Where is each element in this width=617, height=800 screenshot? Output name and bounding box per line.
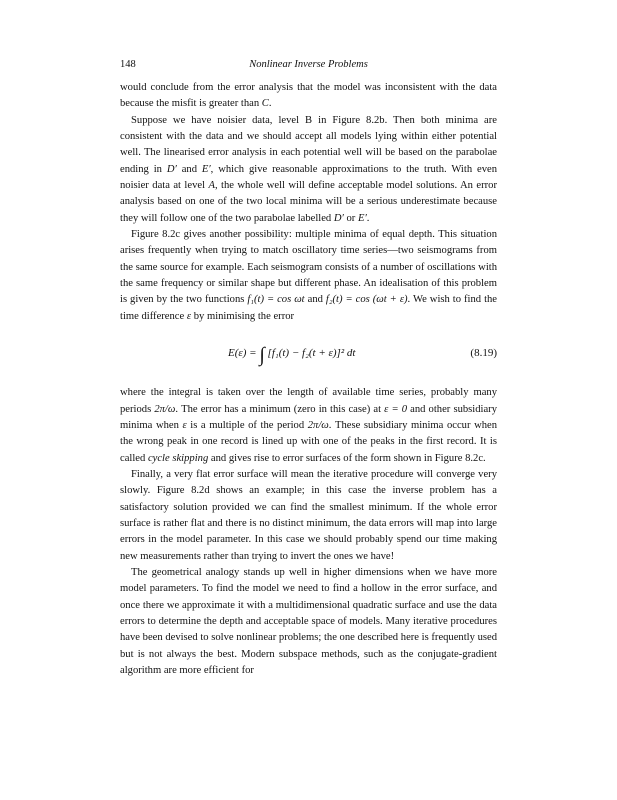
math-expression: f₁(t) = cos ωt [247, 294, 305, 306]
text-run: . These subsidiary minima occur when the wrong peak in one record is lined up with one of the peaks in the first record. It is called [120, 419, 498, 464]
body-text [120, 80, 497, 679]
text-run: where the integral is taken over the length of available time series, probably many periods [120, 387, 497, 415]
running-title: Nonlinear Inverse Problems [249, 59, 368, 70]
text-run: The geometrical analogy stands up well in higher dimensions when we have more model parameters. To find the model we need to find a hollow in the error surface, and once there we approximate it with a multidimensional quadratic surface and use the data errors to determine the depth and acceptable space of models. Many iterative procedures have been devised to solve nonlinear problems; the one described here is frequently used but is not always the best. Modern subspace methods, such as the conjugate-gradient algorithm are more efficient for [120, 566, 497, 676]
page-number: 148 [120, 59, 136, 70]
math-expression: ε = 0 [384, 403, 408, 415]
math-expression: 2π/ω [154, 403, 176, 415]
text-run: , the whole well will define acceptable model solutions. An error analysis based on one of the two local minima will be a serious underestimate because they will follow one of the two parabolae labelled [120, 180, 497, 224]
text-run: and gives rise to error surfaces of the form shown in Figure 8.2c. [208, 452, 486, 464]
equation-rhs: [f₁(t) − f₂(t + ε)]² dt [267, 347, 356, 360]
text-run: , which give reasonable approximations to the truth. With even noisier data at level [120, 163, 497, 192]
equation-8-19 [120, 335, 497, 373]
math-symbol: D′ [333, 212, 344, 224]
paragraph-1 [120, 113, 497, 227]
paragraph-3 [120, 385, 497, 467]
math-symbol: E′ [201, 163, 211, 175]
math-expression: f₂(t) = cos (ωt + ε) [325, 294, 408, 306]
math-symbol: E′ [357, 212, 367, 224]
text-run: is a multiple of the period [186, 419, 308, 431]
text-run: by minimising the error [191, 310, 295, 322]
text-run: . We wish to find the time difference [120, 294, 498, 322]
text-run: would conclude from the error analysis that the model was inconsistent with the data because the misfit is greater than [120, 82, 497, 110]
page-header [120, 59, 497, 73]
math-symbol: C [261, 98, 269, 110]
text-run: Suppose we have noisier data, level B in Figure 8.2b. Then both minima are consistent with the data and we should accept all models lying within either potential well. The linearised error analysis in each potential well will be based on the parabolae ending in [120, 114, 497, 175]
equation-number: (8.19) [470, 347, 497, 360]
integral-sign: ∫ [259, 344, 265, 367]
equation-formula [228, 344, 356, 367]
paragraph-4 [120, 467, 497, 565]
equation-lhs: E(ε) = [228, 347, 260, 360]
text-run: Figure 8.2c gives another possibility: multiple minima of equal depth. This situation arises frequently when trying to match oscillatory time series—two seismograms from the same source for example. Each seismogram consists of a number of oscillations with the same frequency or similar shape but different phase. An idealisation of this problem is given by the two functions [120, 229, 497, 306]
text-run: . The error has a minimum (zero in this case) at [175, 403, 385, 415]
math-symbol: ε [182, 419, 187, 431]
math-expression: 2π/ω [307, 419, 329, 431]
paragraph-5 [120, 565, 497, 679]
math-symbol: D′ [166, 163, 177, 175]
text-run: and [176, 163, 202, 175]
text-run: . [366, 212, 370, 224]
text-run: or [343, 212, 358, 224]
math-symbol: ε [186, 310, 192, 322]
paragraph-2 [120, 227, 497, 325]
text-run: and [304, 294, 326, 306]
math-symbol: A [208, 180, 215, 192]
text-run: . [268, 98, 272, 110]
emphasis-term: cycle skipping [147, 452, 209, 464]
paragraph-0 [120, 80, 497, 113]
text-run: and other subsidiary minima when [120, 403, 497, 431]
text-run: Finally, a very flat error surface will mean the iterative procedure will converge very slowly. Figure 8.2d shows an example; in this case the inverse problem has a satisfactory solution provided we can find the smallest minimum. If the whole error surface is rather flat and there is no distinct minimum, the data errors will map into large errors in the model parameter. In this case we should probably spend our time making new measurements rather than trying to invert the ones we have! [120, 468, 497, 562]
